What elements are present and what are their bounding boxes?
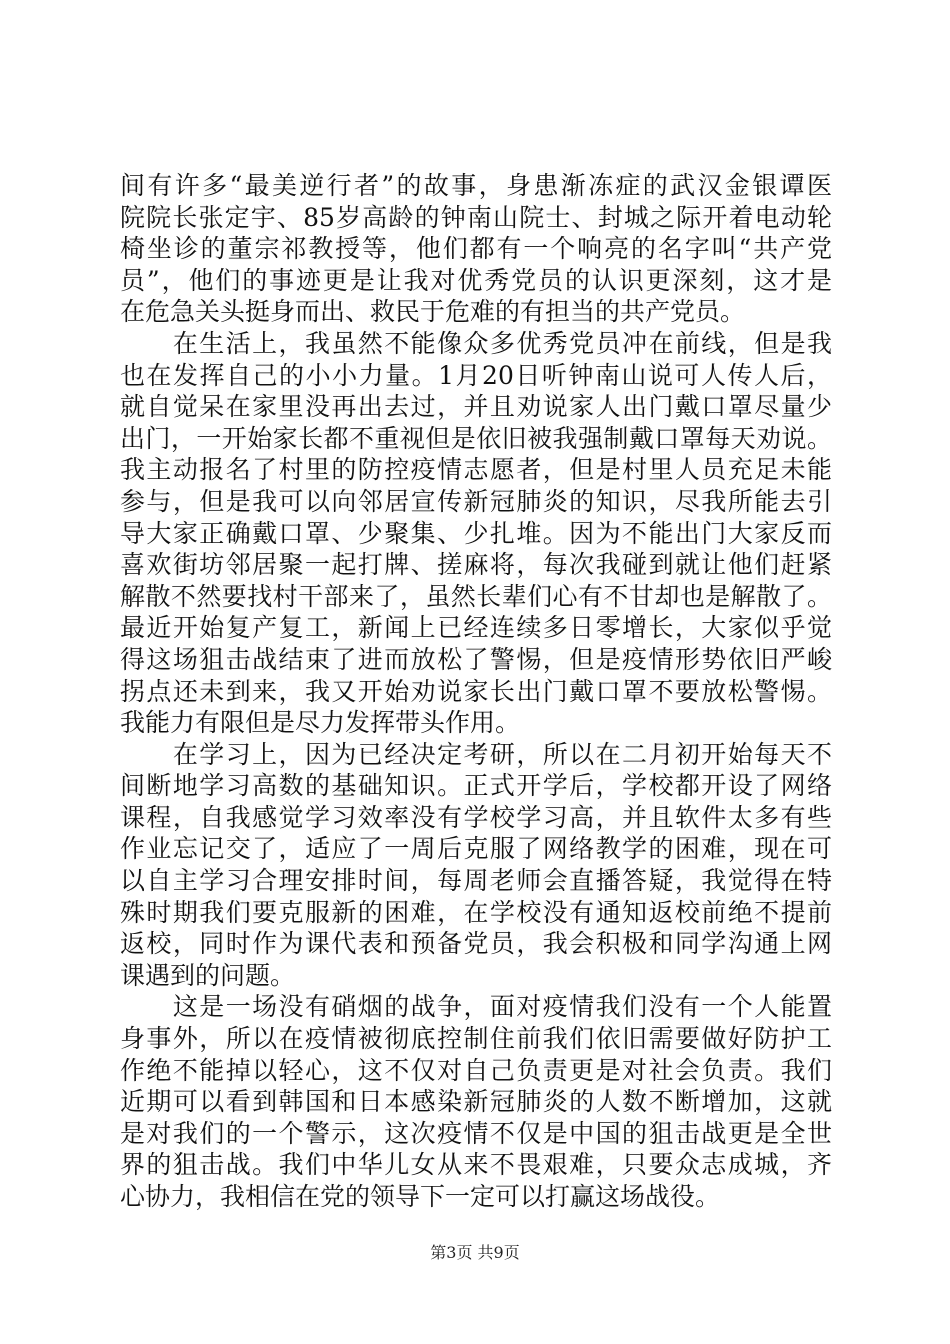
- text-line: 参与，但是我可以向邻居宣传新冠肺炎的知识，尽我所能去引: [120, 486, 832, 516]
- text-line: 我主动报名了村里的防控疫情志愿者，但是村里人员充足未能: [120, 455, 832, 485]
- text-line: 这是一场没有硝烟的战争，面对疫情我们没有一个人能置: [120, 992, 832, 1022]
- text-line: 身事外，所以在疫情被彻底控制住前我们依旧需要做好防护工: [120, 1024, 832, 1054]
- text-line: 最近开始复产复工，新闻上已经连续多日零增长，大家似乎觉: [120, 613, 832, 643]
- text-line: 员”，他们的事迹更是让我对优秀党员的认识更深刻，这才是: [120, 265, 832, 295]
- text-line: 也在发挥自己的小小力量。1月20日听钟南山说可人传人后，: [120, 360, 832, 390]
- text-line: 返校，同时作为课代表和预备党员，我会积极和同学沟通上网: [120, 929, 832, 959]
- text-line: 院院长张定宇、85岁高龄的钟南山院士、封城之际开着电动轮: [120, 202, 832, 232]
- text-line: 界的狙击战。我们中华儿女从来不畏艰难，只要众志成城，齐: [120, 1150, 832, 1180]
- text-line: 作绝不能掉以轻心，这不仅对自己负责更是对社会负责。我们: [120, 1055, 832, 1085]
- text-line: 椅坐诊的董宗祁教授等，他们都有一个响亮的名字叫“共产党: [120, 234, 832, 264]
- text-line: 殊时期我们要克服新的困难，在学校没有通知返校前绝不提前: [120, 897, 832, 927]
- page-footer: 第3页 共9页: [430, 1243, 520, 1262]
- text-line: 出门，一开始家长都不重视但是依旧被我强制戴口罩每天劝说。: [120, 423, 832, 453]
- text-line: 拐点还未到来，我又开始劝说家长出门戴口罩不要放松警惕。: [120, 676, 832, 706]
- text-line: 我能力有限但是尽力发挥带头作用。: [120, 708, 521, 738]
- document-body: [120, 170, 832, 1213]
- text-line: 就自觉呆在家里没再出去过，并且劝说家人出门戴口罩尽量少: [120, 392, 832, 422]
- text-line: 近期可以看到韩国和日本感染新冠肺炎的人数不断增加，这就: [120, 1087, 832, 1117]
- text-line: 得这场狙击战结束了进而放松了警惕，但是疫情形势依旧严峻: [120, 644, 832, 674]
- text-line: 解散不然要找村干部来了，虽然长辈们心有不甘却也是解散了。: [120, 581, 832, 611]
- text-line: 间有许多“最美逆行者”的故事，身患渐冻症的武汉金银谭医: [120, 171, 832, 200]
- text-line: 在生活上，我虽然不能像众多优秀党员冲在前线，但是我: [120, 328, 832, 358]
- text-line: 在危急关头挺身而出、救民于危难的有担当的共产党员。: [120, 297, 746, 327]
- text-line: 是对我们的一个警示，这次疫情不仅是中国的狙击战更是全世: [120, 1118, 832, 1148]
- text-line: 以自主学习合理安排时间，每周老师会直播答疑，我觉得在特: [120, 866, 832, 896]
- text-line: 喜欢街坊邻居聚一起打牌、搓麻将，每次我碰到就让他们赶紧: [120, 550, 832, 580]
- text-line: 课程，自我感觉学习效率没有学校学习高，并且软件太多有些: [120, 802, 832, 832]
- text-line: 心协力，我相信在党的领导下一定可以打赢这场战役。: [120, 1182, 721, 1211]
- text-line: 课遇到的问题。: [120, 960, 296, 990]
- text-line: 间断地学习高数的基础知识。正式开学后，学校都开设了网络: [120, 771, 832, 801]
- text-line: 在学习上，因为已经决定考研，所以在二月初开始每天不: [120, 739, 832, 769]
- text-line: 导大家正确戴口罩、少聚集、少扎堆。因为不能出门大家反而: [120, 518, 832, 548]
- text-line: 作业忘记交了，适应了一周后克服了网络教学的困难，现在可: [120, 834, 832, 864]
